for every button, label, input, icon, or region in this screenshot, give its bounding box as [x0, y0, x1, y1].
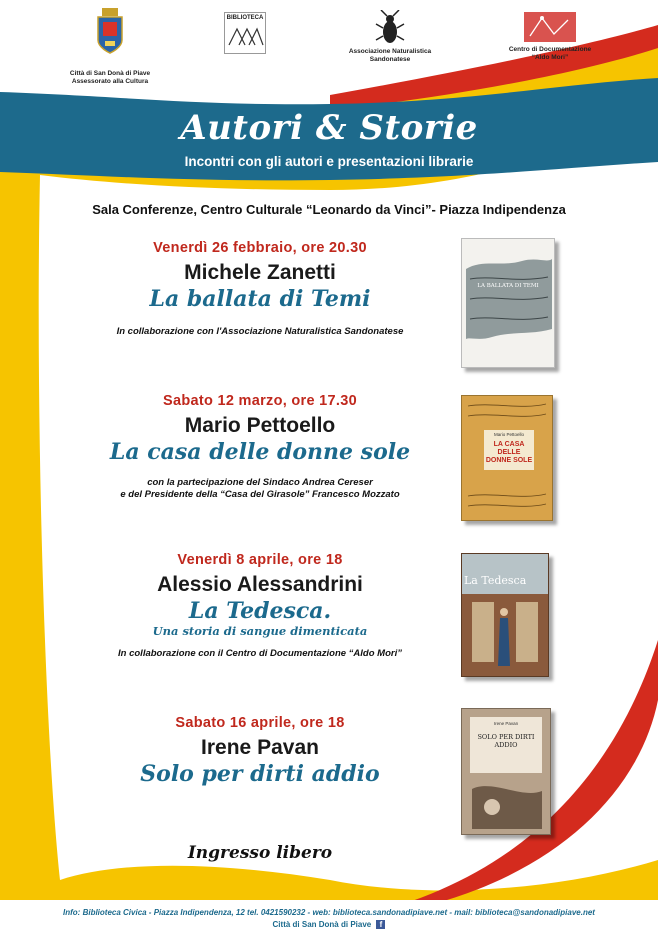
aldomori-caption-1: Centro di Documentazione: [508, 46, 592, 53]
beetle-icon: [375, 10, 405, 46]
aldomori-caption-2: “Aldo Mori”: [531, 54, 569, 61]
event-1-author: Michele Zanetti: [184, 261, 336, 284]
event-3-subtitle: Una storia di sangue dimenticata: [152, 624, 368, 638]
event-2-note-1: con la partecipazione del Sindaco Andrea Cereser: [147, 477, 373, 488]
event-3-cover: [461, 553, 549, 677]
event-1: [60, 240, 460, 338]
biblioteca-logo: [224, 12, 266, 54]
city-caption-1: Città di San Donà di Piave: [69, 70, 151, 77]
biblioteca-label: BIBLIOTECA: [226, 15, 264, 21]
event-3-note: In collaborazione con il Centro di Documentazione “Aldo Mori”: [118, 648, 402, 659]
naturalistica-caption-2: Sandonatese: [369, 56, 411, 63]
cover-3-art: [462, 554, 548, 676]
cover-2-title: LA CASA DELLE DONNE SOLE: [485, 441, 533, 464]
footer-band: [0, 900, 658, 935]
event-4-author: Irene Pavan: [201, 736, 319, 759]
event-3-date: Venerdì 8 aprile, ore 18: [177, 552, 343, 568]
event-3-book: La Tedesca.: [188, 598, 332, 624]
cover-3-title: La Tedesca: [464, 574, 527, 587]
city-crest-icon: [95, 8, 125, 54]
event-4-cover: [461, 708, 551, 835]
event-2: [60, 393, 460, 501]
event-4: [60, 715, 460, 787]
event-1-book: La ballata di Temi: [149, 286, 371, 312]
facebook-icon[interactable]: f: [376, 920, 385, 929]
event-2-date: Sabato 12 marzo, ore 17.30: [163, 393, 357, 409]
page-subtitle: Incontri con gli autori e presentazioni librarie: [184, 154, 474, 169]
cover-1-art: [462, 239, 554, 367]
page-title: Autori & Storie: [180, 108, 478, 148]
footer-info: Info: Biblioteca Civica - Piazza Indipendenza, 12 tel. 0421590232 - web: biblioteca.sandonadipiave.net - mail: biblioteca@sandonadipiave.net: [63, 908, 595, 917]
ingresso-libero: Ingresso libero: [187, 843, 333, 863]
abstract-logo-icon: [524, 12, 576, 42]
cover-4-title: SOLO PER DIRTI ADDIO: [477, 733, 535, 749]
event-3: [60, 552, 460, 660]
footer-city: [0, 920, 658, 929]
event-2-note-2: e del Presidente della “Casa del Girasole” Francesco Mozzato: [120, 489, 400, 500]
cover-2-author: Mario Pettoello: [493, 432, 524, 437]
venue: Sala Conferenze, Centro Culturale “Leonardo da Vinci”- Piazza Indipendenza: [92, 202, 566, 217]
footer-city-label: Città di San Donà di Piave: [272, 920, 372, 929]
event-2-book: La casa delle donne sole: [109, 439, 411, 465]
aldomori-logo: [524, 12, 576, 42]
event-1-note: In collaborazione con l'Associazione Naturalistica Sandonatese: [116, 326, 404, 337]
city-caption-2: Assessorato alla Cultura: [71, 78, 149, 85]
building-icon: [225, 21, 265, 49]
naturalistica-caption-1: Associazione Naturalistica: [348, 48, 432, 55]
cover-4-art: [462, 709, 550, 834]
event-2-author: Mario Pettoello: [184, 414, 336, 437]
event-4-date: Sabato 16 aprile, ore 18: [175, 715, 345, 731]
event-4-book: Solo per dirti addio: [140, 761, 380, 787]
cover-4-author: Irene Pavan: [493, 721, 519, 726]
event-1-cover: [461, 238, 555, 368]
event-2-cover: [461, 395, 553, 521]
cover-1-title: LA BALLATA DI TEMI: [477, 283, 539, 289]
event-1-date: Venerdì 26 febbraio, ore 20.30: [153, 240, 367, 256]
event-3-author: Alessio Alessandrini: [157, 573, 363, 596]
